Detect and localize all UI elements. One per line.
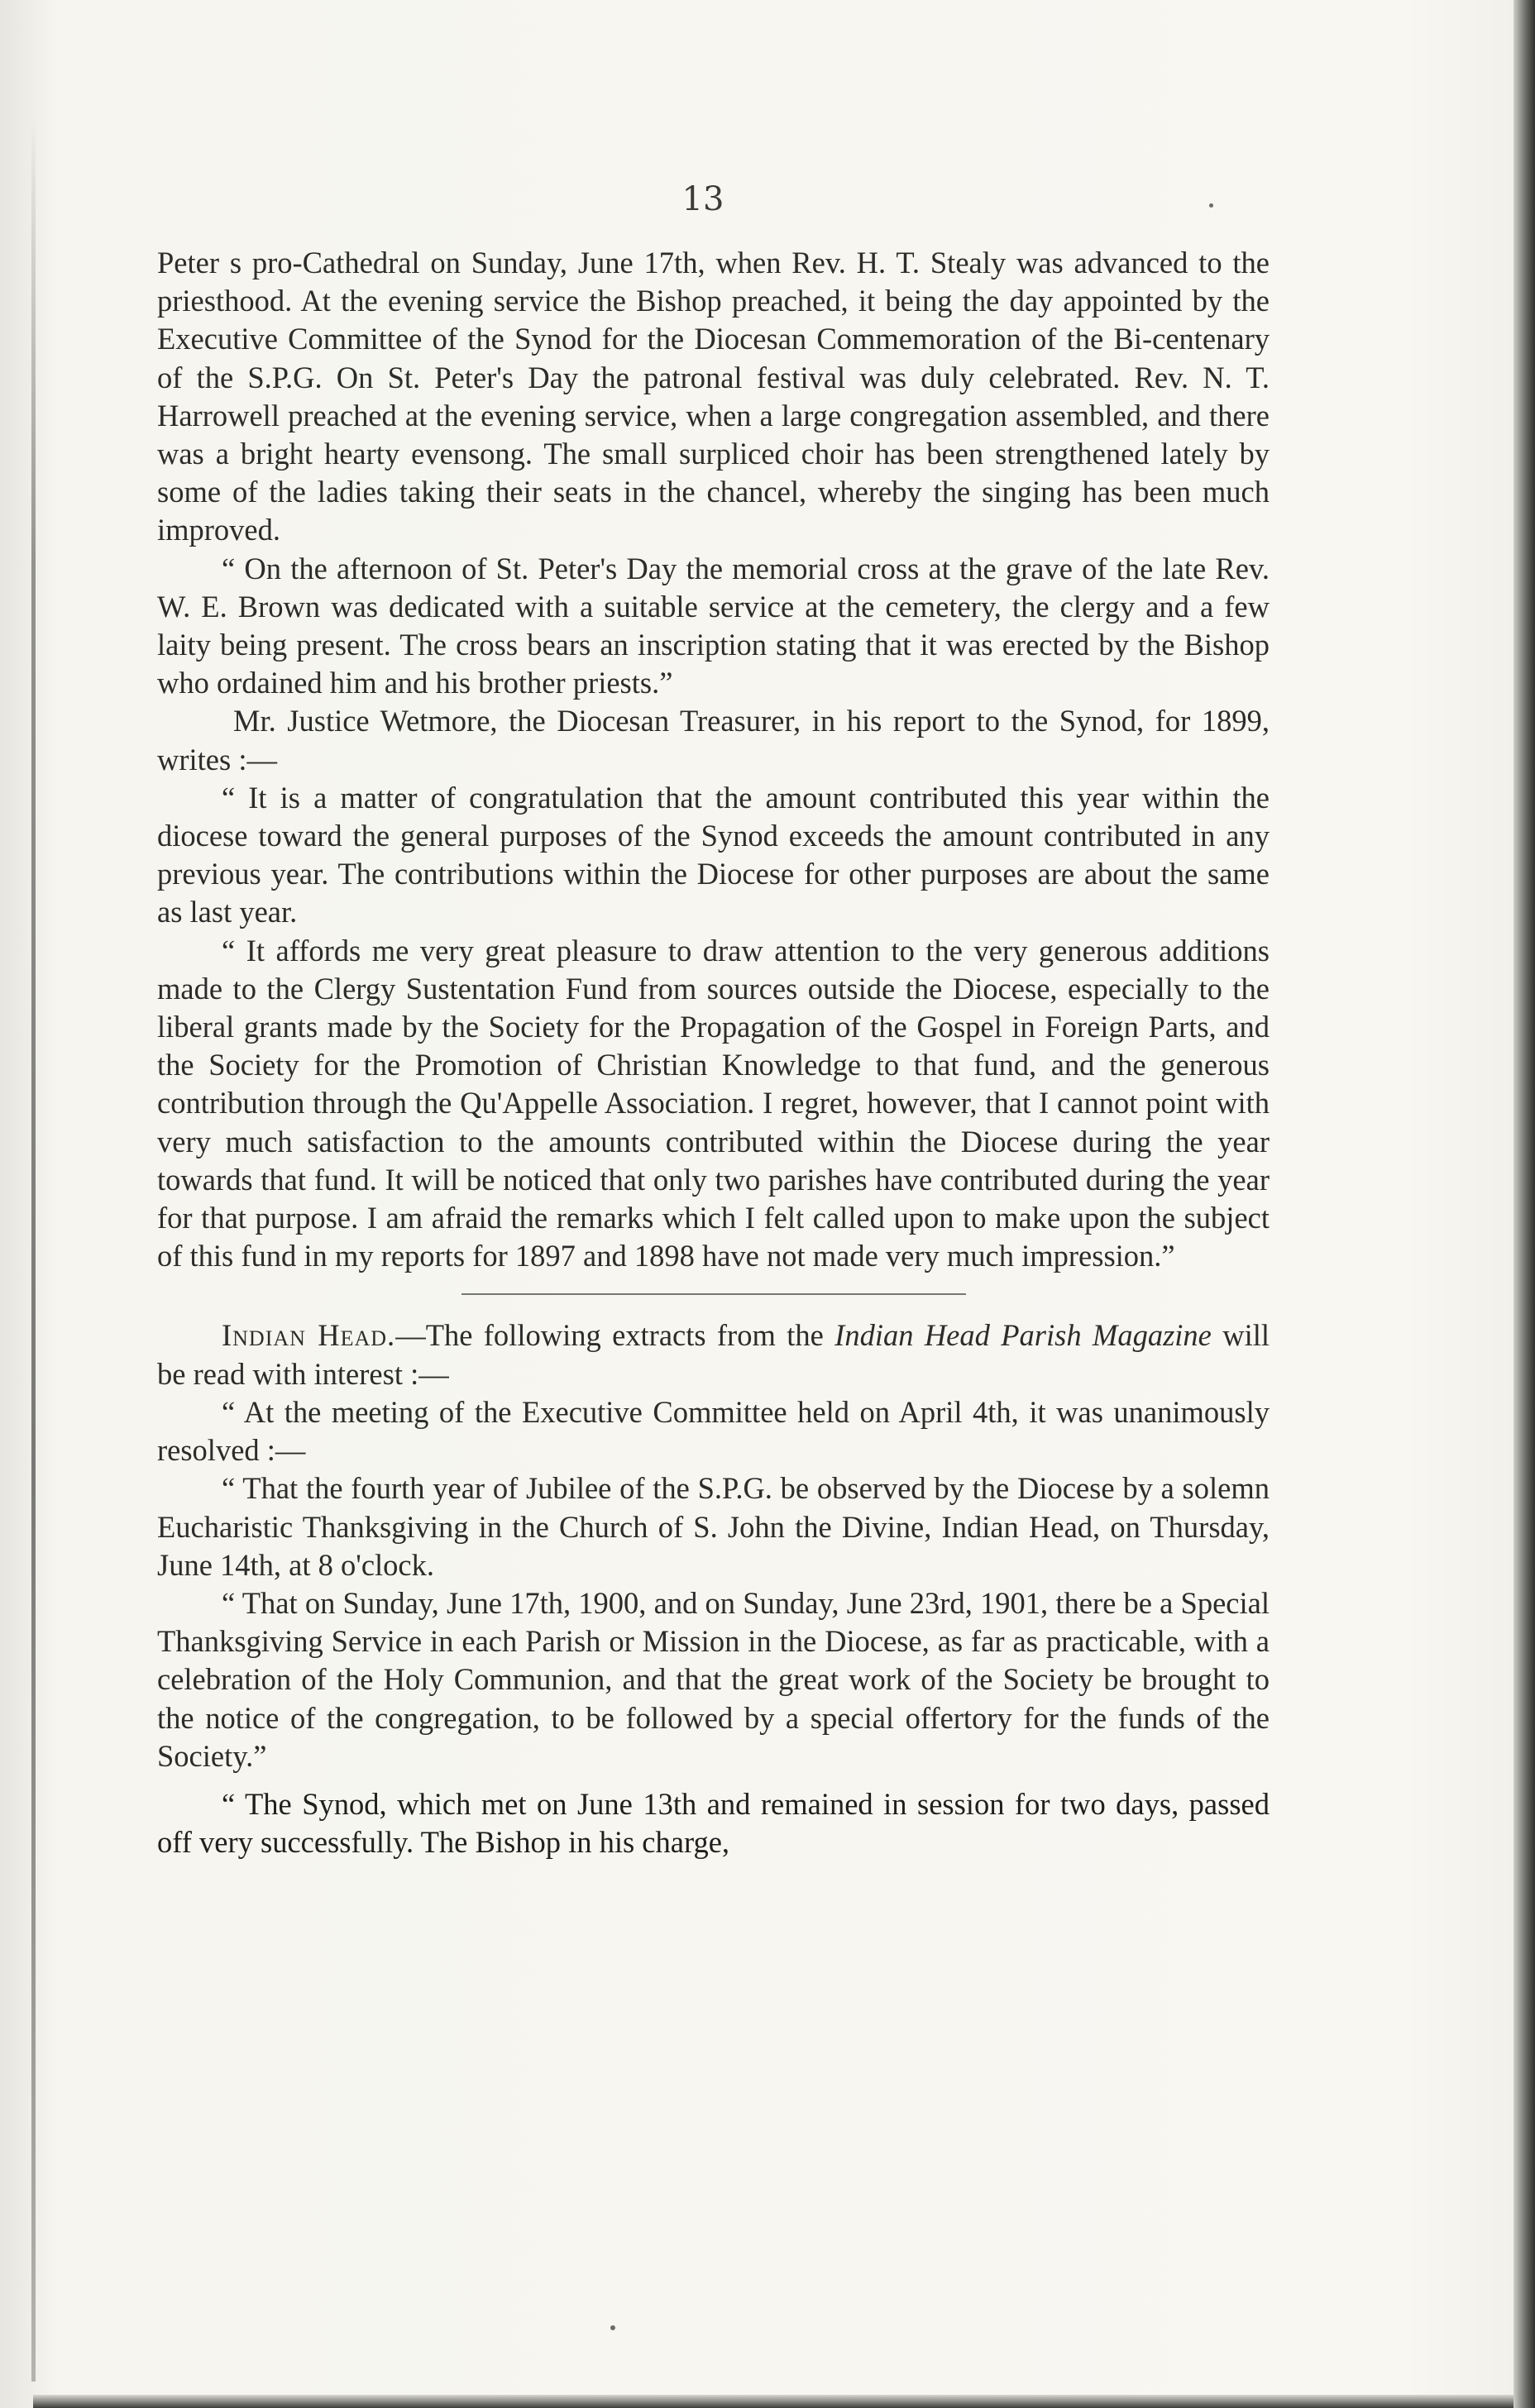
paragraph: “ It is a matter of congratulation that the amount contributed this year within the diocese toward the general purposes of the Synod exceeds the amount contributed in any previous year. The contributions within the Diocese for other purposes are about the same as last year. — [157, 780, 1270, 929]
intro-text: —The following extracts from the — [395, 1318, 824, 1353]
paragraph-gap — [157, 1775, 1270, 1785]
paragraph: “ On the afternoon of St. Peter's Day the memorial cross at the grave of the late Rev. W. E. Brown was dedicated with a suitable service at the cemetery, the clergy and a few laity being present. The cross bears an inscription stating that it was erected by the Bishop who ordained him and his brother priests.” — [157, 551, 1270, 700]
section-divider — [461, 1293, 966, 1295]
intro-tail: will be read with interest :— — [157, 1318, 1270, 1391]
paragraph: “ At the meeting of the Executive Committee held on April 4th, it was unanimously resolved :— — [157, 1394, 1270, 1468]
speck-mark — [610, 2325, 615, 2330]
speck-mark — [1209, 203, 1213, 208]
page-number: 13 — [681, 180, 724, 218]
paragraph: Mr. Justice Wetmore, the Diocesan Treasurer, in his report to the Synod, for 1899, writes :— — [157, 704, 1270, 776]
binding-shadow-right — [1513, 0, 1535, 2408]
paragraph: “ The Synod, which met on June 13th and remained in session for two days, passed off very successfully. The Bishop in his charge, — [157, 1786, 1270, 1860]
magazine-title: Indian Head Parish Magazine — [834, 1318, 1212, 1353]
paragraph: “ That the fourth year of Jubilee of the S.P.G. be observed by the Diocese by a solemn Eucharistic Thanksgiving in the Church of S. John the Divine, Indian Head, on Thursday, June 14th, at 8 o'clock. — [157, 1471, 1270, 1582]
paragraph: “ That on Sunday, June 17th, 1900, and on Sunday, June 23rd, 1901, there be a Special Thanksgiving Service in each Parish or Mission in the Diocese, as far as practicable, with a celebration of the Holy Communion, and that the great work of the Society be brought to the notice of the congregation, to be followed by a special offertory for the funds of the Society.” — [157, 1585, 1270, 1773]
paragraph: “ It affords me very great pleasure to draw attention to the very generous additions made to the Clergy Sustentation Fund from sources outside the Diocese, especially to the liberal grants made by the Society for the Propagation of the Gospel in Foreign Parts, and the Society for the Promotion of Christian Knowledge to that fund, and the generous contribution through the Qu'Appelle Association. I regret, however, that I cannot point with very much satisfaction to the amounts contributed within the Diocese during the year towards that fund. It will be noticed that only two parishes have contributed during the year for that purpose. I am afraid the remarks which I felt called upon to make upon the subject of this fund in my reports for 1897 and 1898 have not made very much impression.” — [157, 933, 1270, 1273]
body-text — [157, 244, 1270, 1861]
section-heading: Indian Head. — [222, 1318, 396, 1353]
paragraph: Peter s pro-Cathedral on Sunday, June 17th, when Rev. H. T. Stealy was advanced to the priesthood. At the evening service the Bishop preached, it being the day appointed by the Executive Committee of the Synod for the Diocesan Commemoration of the Bi-centenary of the S.P.G. On St. Peter's Day the patronal festival was duly celebrated. Rev. N. T. Harrowell preached at the evening service, when a large congregation assembled, and there was a bright hearty evensong. The small surpliced choir has been strengthened lately by some of the ladies taking their seats in the chancel, whereby the singing has been much improved. — [157, 246, 1270, 547]
indian-head-intro — [157, 1316, 1270, 1393]
page-bottom-edge — [33, 2395, 1513, 2408]
binding-shadow-left — [31, 116, 36, 2382]
